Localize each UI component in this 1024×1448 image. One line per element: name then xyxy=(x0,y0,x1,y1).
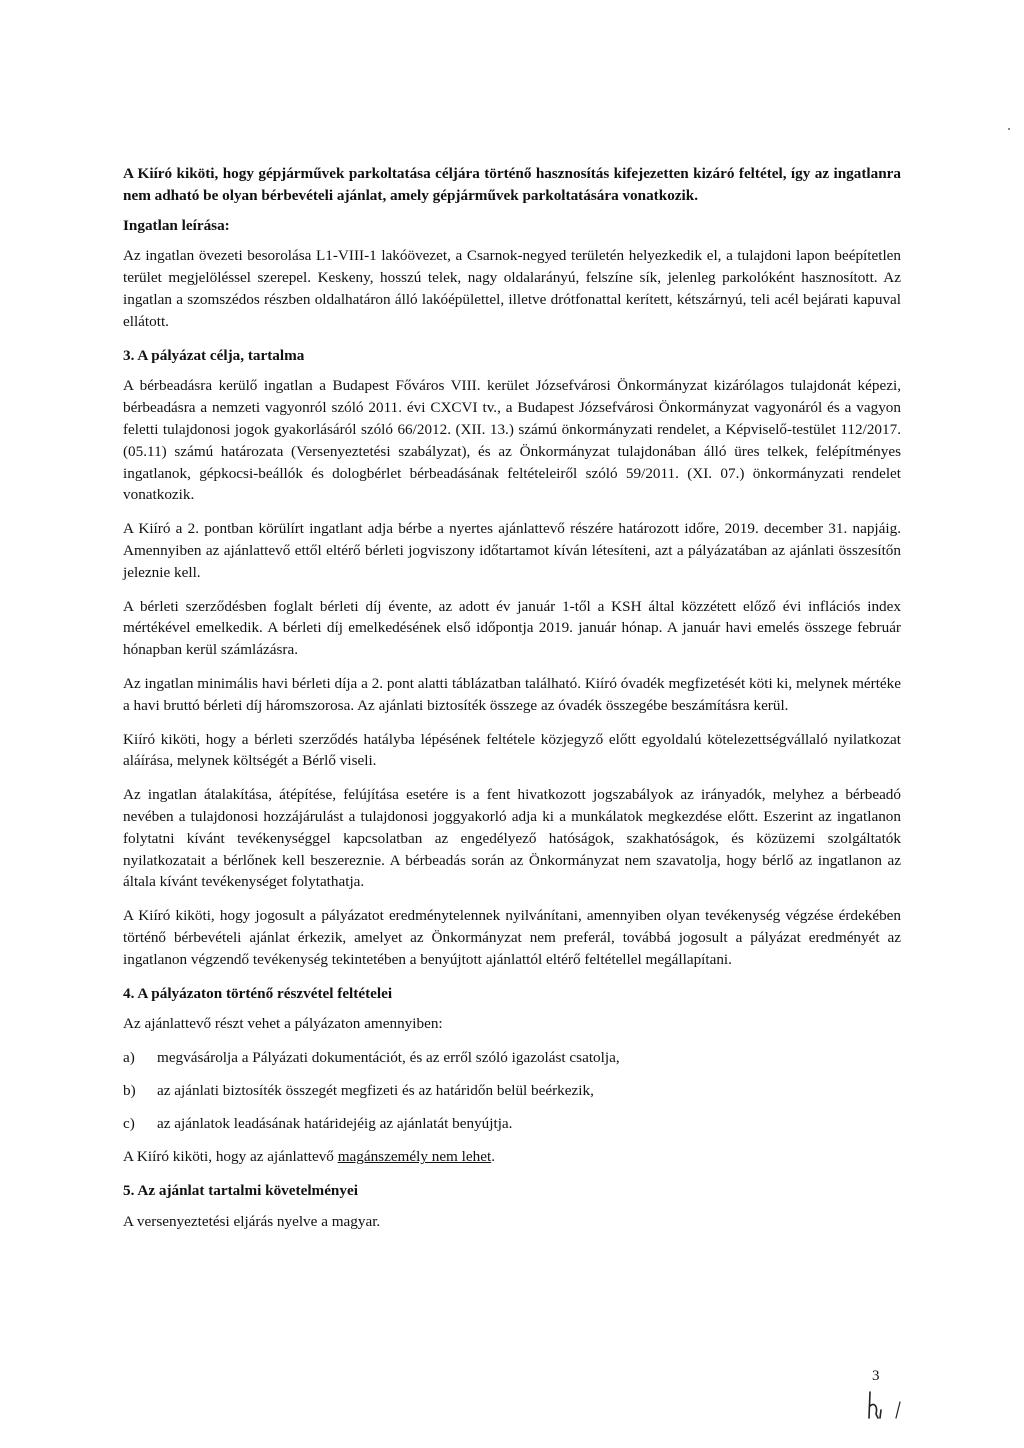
list-marker: a) xyxy=(123,1049,135,1067)
section-4-closing xyxy=(123,1146,901,1168)
section-4-heading: 4. A pályázaton történő részvétel feltételei xyxy=(123,984,393,1002)
section-4-lead: Az ajánlattevő részt vehet a pályázaton amennyiben: xyxy=(123,1015,443,1033)
list-item-text: az ajánlati biztosíték összegét megfizeti és az határidőn belül beérkezik, xyxy=(157,1081,594,1099)
handwritten-initials xyxy=(860,1388,920,1422)
section-3-paragraph: A bérbeadásra kerülő ingatlan a Budapest Főváros VIII. kerület Józsefvárosi Önkormányzat kizárólagos tulajdonát képezi, bérbeadásra a nemzeti vagyonról szóló 2011. évi CXCVI tv., a Budapest Józsefvárosi Önkormányzat vagyonáról és a vagyon feletti tulajdonosi jogok gyakorlásáról szóló 66/2012. (XII. 13.) számú önkormányzati rendelet, a Képviselő-testület 112/2017. (05.11) számú határozata (Versenyeztetési szabályzat), és az Önkormányzat tulajdonában álló üres telkek, felépítményes ingatlanok, gépkocsi-beállók és dologbérlet bérbeadásának feltételeiről szóló 59/2011. (XI. 07.) önkormányzati rendelet vonatkozik. xyxy=(123,377,901,504)
section-3-paragraph: Az ingatlan átalakítása, átépítése, felújítása esetére is a fent hivatkozott jogszabályok az irányadók, melyhez a bérbeadó nevében a tulajdonosi hozzájárulást a tulajdonosi joggyakorló adja ki a munkálatok megkezdése előtt. Eszerint az ingatlanon folytatni kívánt tevékenységgel kapcsolatban az engedélyező hatóságok, szakhatóságok, és közüzemi szolgáltatók nyilatkozatait a bérlőnek kell beszereznie. A bérbeadás során az Önkormányzat nem szavatolja, hogy bérlő az ingatlanon az általa kívánt tevékenységet folytathatja. xyxy=(123,786,901,891)
section-5-heading: 5. Az ajánlat tartalmi követelményei xyxy=(123,1182,358,1200)
page-number: 3 xyxy=(872,1368,880,1384)
conditions-list xyxy=(123,1047,901,1134)
section-3-paragraph: A Kiíró kiköti, hogy jogosult a pályázatot eredménytelennek nyilvánítani, amennyiben olyan tevékenység végzése érdekében történő bérbevételi ajánlat érkezik, amelyet az Önkormányzat nem preferál, továbbá jogosult a pályázat eredményét az ingatlanon végzendő tevékenység tekintetében a benyújtott ajánlattól eltérő feltétellel megállapítani. xyxy=(123,907,901,968)
section-3-paragraph: A Kiíró a 2. pontban körülírt ingatlant adja bérbe a nyertes ajánlattevő részére határozott időre, 2019. december 31. napjáig. Amennyiben az ajánlattevő ettől eltérő bérleti jogviszony időtartamot kíván létesíteni, azt a pályázatában az ajánlati összesítőn jeleznie kell. xyxy=(123,520,901,581)
closing-period: . xyxy=(491,1148,495,1166)
list-item-text: megvásárolja a Pályázati dokumentációt, és az erről szóló igazolást csatolja, xyxy=(157,1049,620,1067)
list-item-text: az ajánlatok leadásának határidejéig az ajánlatát benyújtja. xyxy=(157,1114,513,1132)
list-marker: b) xyxy=(123,1081,136,1099)
property-description: Az ingatlan övezeti besorolása L1-VIII-1 lakóövezet, a Csarnok-negyed területén helyezkedik el, a tulajdoni lapon beépítetlen terület megjelöléssel szerepel. Keskeny, hosszú telek, nagy oldalarányú, felszíne sík, jelenleg parkolóként hasznosított. Az ingatlan a szomszédos részben oldalhatáron álló lakóépülettel, illetve drótfonattal kerített, kétszárnyú, teli acél bejárati kapuval ellátott. xyxy=(123,247,901,330)
list-item xyxy=(123,1047,901,1069)
closing-underlined-text: magánszemély nem lehet xyxy=(337,1148,492,1166)
section-3-paragraph: Kiíró kiköti, hogy a bérleti szerződés hatályba lépésének feltétele közjegyző előtt egyoldalú kötelezettségvállaló nyilatkozat aláírása, melynek költségét a Bérlő viseli. xyxy=(123,730,901,770)
section-3-heading: 3. A pályázat célja, tartalma xyxy=(123,346,305,364)
scan-mark xyxy=(1008,128,1010,130)
property-heading: Ingatlan leírása: xyxy=(123,216,230,234)
list-marker: c) xyxy=(123,1114,135,1132)
intro-paragraph: A Kiíró kiköti, hogy gépjárművek parkoltatása céljára történő hasznosítás kifejezetten kizáró feltétel, így az ingatlanra nem adható be olyan bérbevételi ajánlat, amely gépjárművek parkoltatására vonatkozik. xyxy=(123,165,901,204)
closing-text: A Kiíró kiköti, hogy az ajánlattevő xyxy=(123,1148,338,1166)
section-3-paragraph: A bérleti szerződésben foglalt bérleti díj évente, az adott év január 1-től a KSH által közzétett előző évi inflációs index mértékével emelkedik. A bérleti díj emelkedésének első időpontja 2019. január hónap. A január havi emelés összege február hónapban kerül számlázásra. xyxy=(123,597,901,659)
section-3-paragraph: Az ingatlan minimális havi bérleti díja a 2. pont alatti táblázatban található. Kiíró óvadék megfizetését köti ki, melynek mértéke a havi bruttó bérleti díj háromszorosa. Az ajánlati biztosíték összege az óvadék összegébe beszámításra kerül. xyxy=(123,674,901,714)
document-page xyxy=(123,163,901,1245)
list-item xyxy=(123,1080,901,1102)
section-5-text: A versenyeztetési eljárás nyelve a magyar. xyxy=(123,1213,381,1231)
list-item xyxy=(123,1113,901,1135)
